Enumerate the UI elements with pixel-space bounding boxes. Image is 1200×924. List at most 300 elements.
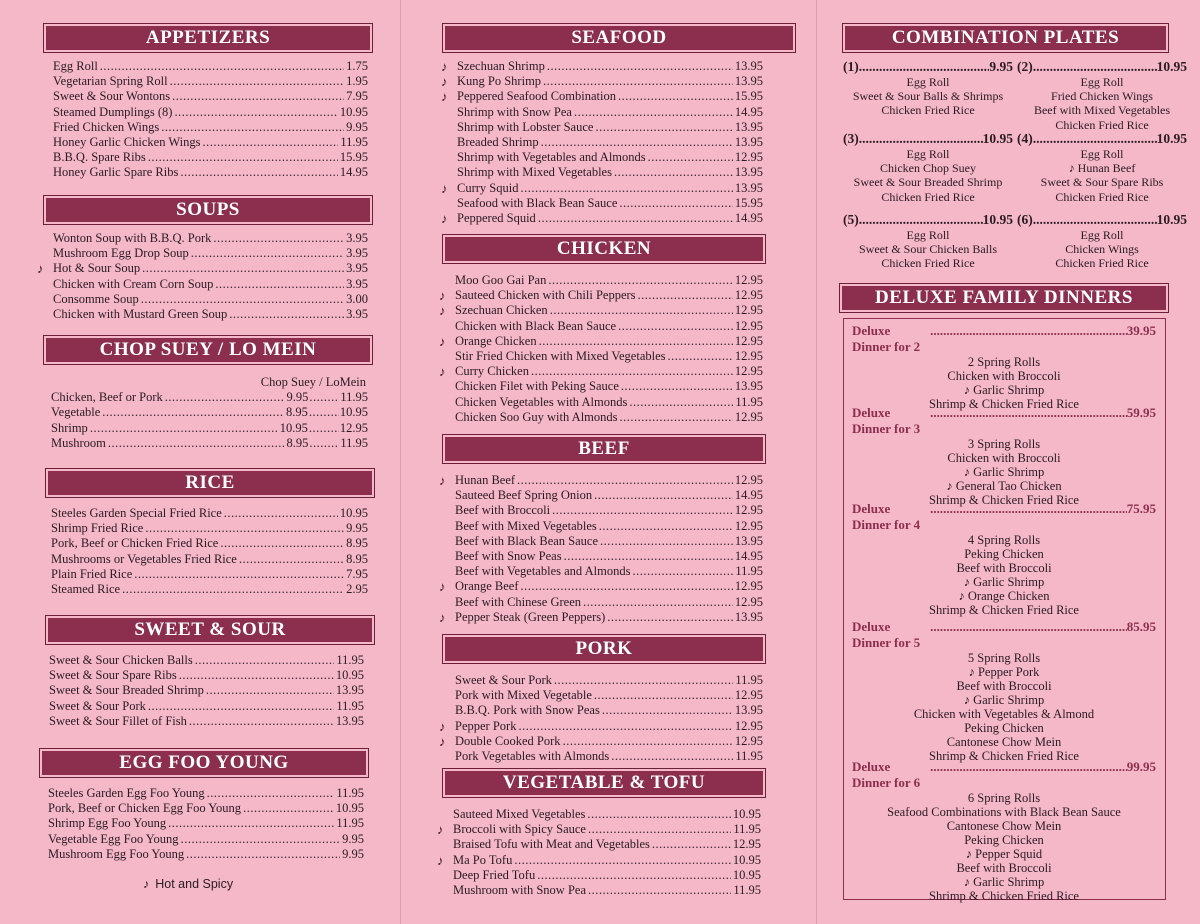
- dinner-line: ♪ General Tao Chicken: [946, 479, 1062, 493]
- combo-number: (4): [1017, 131, 1033, 146]
- item-name: Pork, Beef or Chicken Fried Rice: [51, 536, 219, 551]
- dot-leader: [309, 421, 339, 436]
- menu-item: [51, 582, 368, 597]
- item-name: Curry Chicken: [455, 364, 529, 379]
- menu-item: [453, 868, 761, 883]
- list-chopsuey: [51, 375, 368, 451]
- dinner-name: Deluxe Dinner for 2: [852, 323, 921, 354]
- item-name: Sauteed Mixed Vegetables: [453, 807, 586, 821]
- item-name: Hunan Beef: [455, 473, 516, 487]
- item-price: 3.00: [346, 291, 368, 306]
- menu-item: [455, 534, 763, 549]
- spicy-icon: ♪: [441, 74, 448, 90]
- menu-item: [441, 89, 763, 105]
- dinner-line: Chicken with Broccoli: [947, 451, 1061, 465]
- item-name: Chicken with Cream Corn Soup: [53, 276, 214, 291]
- combo-price: 10.95: [1156, 59, 1187, 74]
- dinner-price: 75.95: [1126, 501, 1156, 516]
- item-price: 3.95: [346, 276, 368, 291]
- item-price: 8.95: [346, 551, 368, 566]
- item-price: 13.95: [734, 703, 763, 718]
- item-price: 10.95: [732, 867, 761, 882]
- item-price: 3.95: [346, 231, 368, 245]
- menu-item: [457, 120, 763, 135]
- combo-plate: [1017, 212, 1187, 271]
- dot-leader: [548, 273, 733, 288]
- dot-leader: [122, 582, 344, 597]
- dot-leader: [620, 410, 733, 425]
- dinner-line: Shrimp & Chicken Fried Rice: [929, 397, 1079, 411]
- menu-item: [439, 333, 763, 349]
- item-name: Deep Fried Tofu: [453, 867, 536, 882]
- item-name: Steamed Rice: [51, 582, 121, 597]
- dinner-line: Shrimp & Chicken Fried Rice: [929, 493, 1079, 507]
- combo-number: (3): [843, 131, 859, 146]
- spicy-icon: ♪: [441, 180, 448, 196]
- combo-line: Egg Roll: [1080, 75, 1124, 89]
- menu-item: [49, 653, 364, 668]
- combo-title: [1017, 212, 1187, 228]
- dot-leader: [145, 521, 344, 536]
- item-price: 12.95: [734, 688, 763, 703]
- combo-title: [843, 212, 1013, 228]
- dinner-price: 39.95: [1126, 323, 1156, 338]
- dot-leader: [181, 832, 341, 847]
- combo-price: 9.95: [989, 59, 1013, 74]
- combo-number: (1): [843, 59, 859, 74]
- item-price: 9.95: [346, 119, 368, 134]
- menu-item: [37, 261, 368, 277]
- deluxe-dinner: [852, 501, 1156, 617]
- item-price-lomein: 10.95: [339, 405, 368, 420]
- dot-leader: [243, 801, 334, 816]
- item-name: Curry Squid: [457, 180, 519, 195]
- menu-item: [457, 165, 763, 180]
- dot-leader: [930, 323, 1127, 355]
- item-price: 15.95: [734, 195, 763, 210]
- item-price: 10.95: [732, 852, 761, 867]
- item-price: 14.95: [734, 488, 763, 503]
- dot-leader: [629, 395, 733, 410]
- item-price: 13.95: [734, 533, 763, 548]
- item-name: Sweet & Sour Wontons: [53, 89, 171, 104]
- dinner-line: ♪ Garlic Shrimp: [963, 875, 1045, 889]
- item-price: 12.95: [734, 518, 763, 533]
- item-name: Chicken, Beef or Pork: [51, 390, 163, 405]
- combo-line: Chicken Fried Rice: [881, 189, 975, 204]
- dinner-name: Deluxe Dinner for 3: [852, 405, 921, 436]
- item-name: Mushroom Egg Foo Young: [48, 846, 185, 861]
- menu-item: [48, 786, 364, 801]
- menu-item: [455, 564, 763, 579]
- dinner-name: Deluxe Dinner for 6: [852, 759, 921, 790]
- menu-item: [49, 714, 364, 729]
- combo-line: Chicken Fried Rice: [881, 103, 975, 118]
- dot-leader: [102, 405, 284, 420]
- item-name: Beef with Mixed Vegetables: [455, 518, 597, 533]
- list-sweet-sour: [49, 653, 364, 729]
- menu-item: [453, 807, 761, 822]
- item-name: Sweet & Sour Spare Ribs: [49, 668, 177, 683]
- spicy-icon: ♪: [441, 59, 448, 74]
- dinner-line: 4 Spring Rolls: [967, 533, 1041, 547]
- dot-leader: [543, 74, 733, 89]
- header-seafood: SEAFOOD: [443, 24, 795, 52]
- combo-line: Egg Roll: [906, 147, 950, 161]
- dot-leader: [550, 303, 733, 318]
- combo-price: 10.95: [982, 212, 1013, 227]
- dot-leader: [206, 683, 334, 698]
- item-price: 10.95: [335, 801, 364, 816]
- dot-leader: [652, 837, 731, 852]
- item-name: Shrimp with Snow Pea: [457, 104, 572, 119]
- item-name: Mushrooms or Vegetables Fried Rice: [51, 551, 237, 566]
- spicy-icon: ♪: [437, 822, 444, 838]
- item-price: 13.95: [335, 713, 364, 728]
- menu-item: [455, 395, 763, 410]
- item-price: 14.95: [734, 104, 763, 119]
- item-name: Sweet & Sour Pork: [455, 673, 552, 687]
- dot-leader: [203, 135, 339, 150]
- menu-item: [441, 59, 763, 74]
- spicy-icon: ♪: [37, 261, 44, 277]
- dot-leader: [309, 390, 339, 405]
- item-name: Beef with Black Bean Sauce: [455, 533, 599, 548]
- dinner-line: Peking Chicken: [964, 721, 1044, 735]
- item-name: Beef with Chinese Green: [455, 594, 582, 609]
- item-price: 15.95: [339, 150, 368, 165]
- combo-plate: [843, 212, 1013, 271]
- dot-leader: [554, 673, 733, 688]
- item-name: Sweet & Sour Fillet of Fish: [49, 713, 187, 728]
- item-price: 12.95: [734, 473, 763, 487]
- dot-leader: [165, 390, 285, 405]
- combo-plate: [843, 131, 1013, 204]
- combo-line: Beef with Mixed Vegetables: [1033, 103, 1171, 118]
- dot-leader: [930, 759, 1127, 791]
- menu-item: [455, 319, 763, 334]
- item-name: Fried Chicken Wings: [53, 119, 160, 134]
- dot-leader: [531, 364, 733, 379]
- dinner-line: ♪ Garlic Shrimp: [963, 465, 1045, 479]
- dot-leader: [859, 131, 983, 147]
- item-name: Seafood with Black Bean Sauce: [457, 195, 618, 210]
- dot-leader: [1033, 212, 1157, 228]
- item-price: 12.95: [734, 718, 763, 733]
- item-price: 7.95: [346, 89, 368, 104]
- dinner-line: Chicken with Broccoli: [947, 369, 1061, 383]
- dot-leader: [588, 822, 731, 837]
- dot-leader: [539, 334, 733, 349]
- menu-item: [48, 801, 364, 816]
- dot-leader: [594, 488, 733, 503]
- item-name: Beef with Snow Peas: [455, 549, 562, 564]
- item-price: 14.95: [734, 549, 763, 564]
- menu-item: [439, 579, 763, 595]
- item-name: Szechuan Chicken: [455, 303, 548, 318]
- menu-item: [455, 379, 763, 394]
- legend-text: Hot and Spicy: [155, 877, 234, 891]
- list-chicken: [439, 273, 763, 425]
- item-price: 12.95: [734, 273, 763, 287]
- dinner-line: Peking Chicken: [964, 833, 1044, 847]
- item-price: 13.95: [734, 59, 763, 73]
- item-price: 8.95: [346, 536, 368, 551]
- dot-leader: [309, 405, 339, 420]
- combo-line: Chicken Fried Rice: [881, 256, 975, 271]
- item-name: Vegetable Egg Foo Young: [48, 831, 179, 846]
- header-deluxe: DELUXE FAMILY DINNERS: [840, 284, 1168, 312]
- dot-leader: [614, 165, 733, 180]
- dinner-line: Cantonese Chow Mein: [946, 819, 1062, 833]
- menu-item: [441, 211, 763, 227]
- dot-leader: [170, 74, 345, 89]
- item-price-chopsuey: 10.95: [279, 420, 308, 435]
- menu-item: [48, 816, 364, 831]
- item-price: 12.95: [734, 409, 763, 424]
- dot-leader: [541, 135, 733, 150]
- dinner-title: [852, 405, 1156, 437]
- item-name: Shrimp: [51, 420, 88, 435]
- dot-leader: [595, 120, 732, 135]
- menu-item: [53, 135, 368, 150]
- item-price-chopsuey: 9.95: [286, 390, 309, 405]
- item-name: Stir Fried Chicken with Mixed Vegetables: [455, 349, 666, 364]
- item-name: Mushroom Egg Drop Soup: [53, 246, 189, 261]
- item-name: Beef with Broccoli: [455, 503, 551, 518]
- item-name: Chicken Soo Guy with Almonds: [455, 409, 618, 424]
- menu-item: [49, 683, 364, 698]
- dot-leader: [239, 552, 344, 567]
- menu-item: [437, 852, 761, 868]
- item-price: 15.95: [734, 89, 763, 104]
- dot-leader: [174, 105, 337, 120]
- menu-item: [439, 288, 763, 304]
- dot-leader: [520, 181, 732, 196]
- menu-item: [455, 503, 763, 518]
- dot-leader: [930, 501, 1127, 533]
- menu-item: [53, 89, 368, 104]
- dot-leader: [191, 246, 344, 261]
- deluxe-box: [843, 318, 1166, 903]
- dot-leader: [90, 421, 278, 436]
- menu-item: [453, 883, 761, 898]
- menu-item: [441, 74, 763, 90]
- item-name: Wonton Soup with B.B.Q. Pork: [53, 231, 212, 245]
- item-price: 14.95: [734, 211, 763, 226]
- item-name: Sweet & Sour Breaded Shrimp: [49, 683, 204, 698]
- dinner-line: ♪ Garlic Shrimp: [963, 383, 1045, 397]
- combo-number: (5): [843, 212, 859, 227]
- item-price: 13.95: [734, 379, 763, 394]
- menu-item: [48, 832, 364, 847]
- item-name: Vegetable: [51, 405, 101, 420]
- item-price: 12.95: [732, 837, 761, 852]
- dot-leader: [621, 379, 733, 394]
- item-name: Chicken with Mustard Green Soup: [53, 307, 228, 322]
- item-name: B.B.Q. Spare Ribs: [53, 150, 146, 165]
- item-name: Sauteed Beef Spring Onion: [455, 488, 593, 503]
- menu-item: [439, 364, 763, 380]
- menu-item: [455, 410, 763, 425]
- dot-leader: [618, 89, 733, 104]
- item-price: 12.95: [734, 579, 763, 594]
- dot-leader: [600, 534, 733, 549]
- dot-leader: [141, 292, 344, 307]
- header-veg-tofu: VEGETABLE & TOFU: [443, 769, 765, 797]
- dot-leader: [195, 653, 335, 668]
- combo-line: Sweet & Sour Breaded Shrimp: [853, 175, 1003, 190]
- dinner-line: ♪ Garlic Shrimp: [963, 693, 1045, 707]
- dot-leader: [1033, 59, 1157, 75]
- item-price: 11.95: [733, 822, 761, 837]
- dot-leader: [611, 749, 733, 764]
- combo-line: Egg Roll: [906, 75, 950, 89]
- item-price: 1.75: [346, 59, 368, 73]
- item-name: Sweet & Sour Chicken Balls: [49, 653, 193, 667]
- list-seafood: [441, 59, 763, 227]
- dinner-line: Beef with Broccoli: [956, 561, 1052, 575]
- item-name: Vegetarian Spring Roll: [53, 74, 168, 89]
- dot-leader: [547, 59, 733, 74]
- spicy-legend: [143, 877, 233, 891]
- dot-leader: [588, 883, 731, 898]
- dinner-title: [852, 619, 1156, 651]
- menu-item: [53, 59, 368, 74]
- item-price: 7.95: [346, 566, 368, 581]
- item-price: 13.95: [734, 74, 763, 89]
- combo-line: Sweet & Sour Balls & Shrimps: [852, 89, 1004, 104]
- menu-item: [455, 349, 763, 364]
- item-price: 13.95: [734, 135, 763, 150]
- menu-item: [51, 436, 368, 451]
- dot-leader: [619, 196, 733, 211]
- spicy-icon: ♪: [439, 579, 446, 595]
- combo-line: ♪ Hunan Beef: [1068, 161, 1136, 176]
- menu-item: [457, 105, 763, 120]
- item-name: Szechuan Shrimp: [457, 59, 545, 73]
- item-price: 1.95: [346, 74, 368, 89]
- item-price: 10.95: [335, 668, 364, 683]
- menu-item: [455, 488, 763, 503]
- dot-leader: [213, 231, 344, 246]
- combo-plate: [1017, 131, 1187, 204]
- menu-item: [457, 150, 763, 165]
- item-name: Broccoli with Spicy Sauce: [453, 822, 586, 837]
- menu-item: [455, 519, 763, 534]
- chopsuey-subheader: Chop Suey / LoMein: [260, 375, 366, 389]
- item-price-chopsuey: 8.95: [286, 405, 308, 420]
- item-name: B.B.Q. Pork with Snow Peas: [455, 703, 600, 718]
- dot-leader: [583, 595, 733, 610]
- item-price: 3.95: [346, 307, 368, 322]
- dot-leader: [632, 564, 733, 579]
- item-price: 12.95: [734, 349, 763, 364]
- dot-leader: [148, 699, 334, 714]
- item-name: Hot & Sour Soup: [53, 261, 141, 276]
- header-sweet-sour: SWEET & SOUR: [46, 616, 374, 644]
- menu-item: [53, 307, 368, 322]
- item-price: 11.95: [735, 749, 763, 764]
- combo-line: Chicken Chop Suey: [880, 161, 976, 176]
- item-price: 9.95: [342, 846, 364, 861]
- dinner-name: Deluxe Dinner for 4: [852, 501, 921, 532]
- dinner-line: Shrimp & Chicken Fried Rice: [929, 889, 1079, 903]
- dot-leader: [100, 59, 344, 74]
- combo-line: Fried Chicken Wings: [1051, 89, 1153, 104]
- item-name: Chicken Vegetables with Almonds: [455, 394, 628, 409]
- header-chopsuey: CHOP SUEY / LO MEIN: [44, 336, 372, 364]
- menu-item: [51, 521, 368, 536]
- menu-item: [53, 165, 368, 180]
- spicy-icon: ♪: [439, 364, 446, 380]
- item-price: 13.95: [734, 609, 763, 624]
- item-price: 12.95: [734, 288, 763, 303]
- menu-item: [53, 105, 368, 120]
- dot-leader: [220, 536, 344, 551]
- menu-item: [439, 303, 763, 319]
- item-price: 13.95: [734, 165, 763, 180]
- menu-item: [53, 150, 368, 165]
- combo-line: Chicken Fried Rice: [1055, 256, 1149, 271]
- spicy-icon: ♪: [143, 877, 150, 891]
- menu-item: [439, 473, 763, 488]
- dot-leader: [602, 703, 733, 718]
- menu-item: [51, 506, 368, 521]
- item-price: 12.95: [734, 364, 763, 379]
- deluxe-dinner: [852, 323, 1156, 411]
- item-name: Mushroom with Snow Pea: [453, 883, 586, 898]
- dot-leader: [180, 165, 338, 180]
- item-price: 10.95: [339, 104, 368, 119]
- dot-leader: [587, 807, 731, 822]
- item-name: Peppered Squid: [457, 211, 536, 226]
- dot-leader: [215, 277, 344, 292]
- dinner-line: ♪ Orange Chicken: [958, 589, 1050, 603]
- dinner-line: Beef with Broccoli: [956, 679, 1052, 693]
- dot-leader: [518, 719, 732, 734]
- item-name: Steamed Dumplings (8): [53, 104, 173, 119]
- spicy-icon: ♪: [439, 288, 446, 304]
- item-price: 12.95: [734, 303, 763, 318]
- dot-leader: [574, 105, 733, 120]
- dot-leader: [594, 688, 733, 703]
- menu-item: [51, 567, 368, 582]
- item-price: 11.95: [336, 653, 364, 667]
- deluxe-dinner: [852, 619, 1156, 763]
- item-name: Honey Garlic Spare Ribs: [53, 165, 179, 180]
- dinner-line: Shrimp & Chicken Fried Rice: [929, 749, 1079, 763]
- item-name: Steeles Garden Egg Foo Young: [48, 786, 205, 800]
- dinner-line: Peking Chicken: [964, 547, 1044, 561]
- menu-item: [455, 749, 763, 764]
- item-price: 11.95: [735, 564, 763, 579]
- item-price: 11.95: [735, 673, 763, 687]
- item-price: 12.95: [734, 733, 763, 748]
- item-name: Pepper Steak (Green Peppers): [455, 609, 606, 624]
- item-price: 3.95: [346, 261, 368, 276]
- dot-leader: [517, 473, 733, 488]
- combo-title: [1017, 59, 1187, 75]
- item-price: 2.95: [346, 582, 368, 597]
- spicy-icon: ♪: [439, 718, 446, 734]
- item-price: 14.95: [339, 165, 368, 180]
- item-name: Egg Roll: [53, 59, 98, 73]
- menu-item: [53, 120, 368, 135]
- item-name: Shrimp Egg Foo Young: [48, 816, 167, 831]
- item-name: Shrimp with Vegetables and Almonds: [457, 150, 646, 165]
- item-name: Steeles Garden Special Fried Rice: [51, 506, 222, 520]
